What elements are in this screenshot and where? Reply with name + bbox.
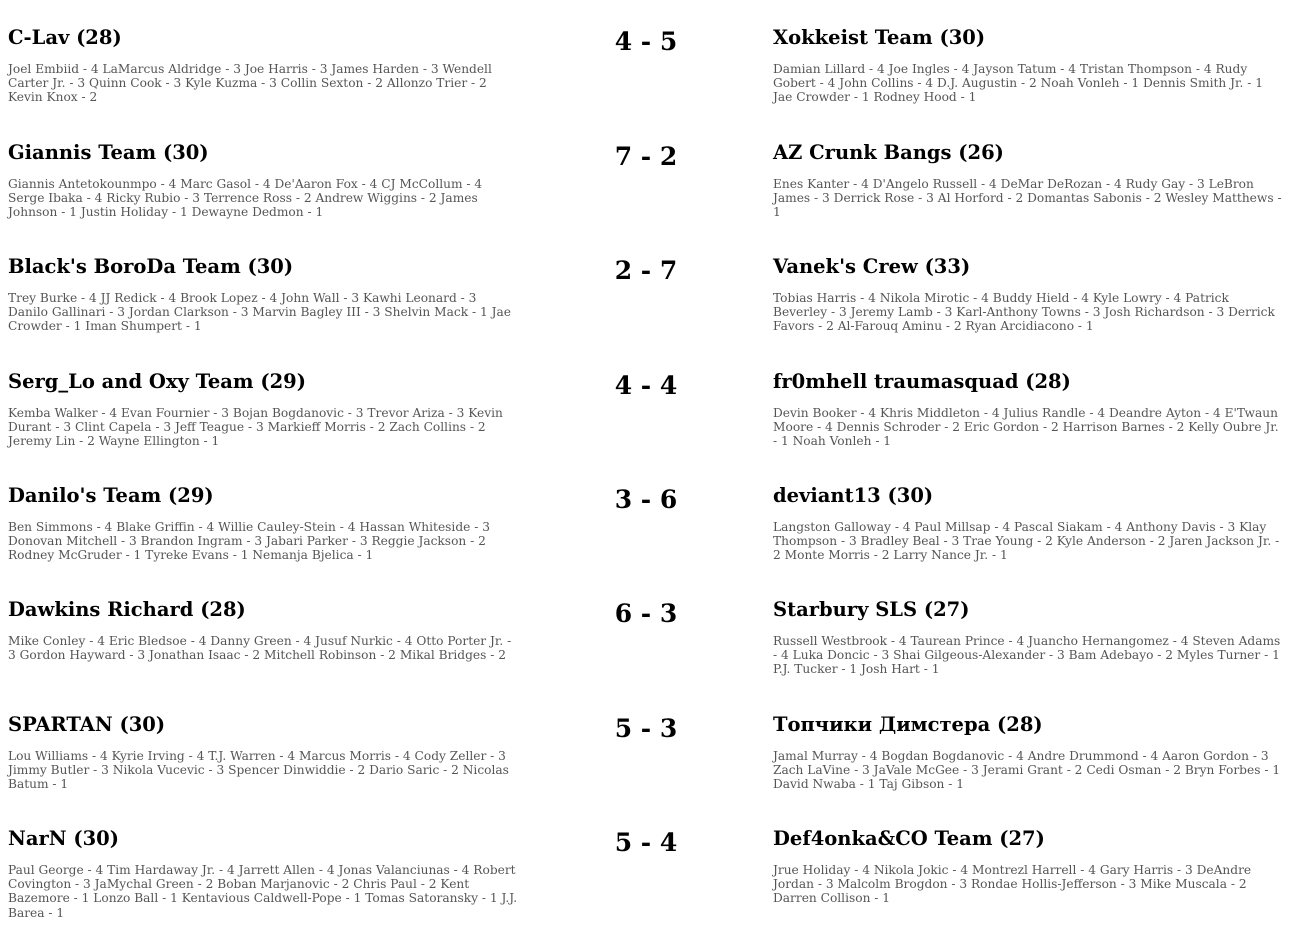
away-team-name: Starbury SLS (27) bbox=[773, 598, 970, 621]
home-team bbox=[8, 801, 520, 920]
away-team bbox=[773, 572, 1285, 677]
away-team-roster: Damian Lillard - 4 Joe Ingles - 4 Jayson Tatum - 4 Tristan Thompson - 4 Rudy Gobert - 4 John Collins - 4 D.J. Augustin - 2 Noah Vonleh - 1 Dennis Smith Jr. - 1 Jae Crowder - 1 Rodney Hood - 1 bbox=[773, 62, 1263, 105]
away-team-name: Xokkeist Team (30) bbox=[773, 26, 986, 49]
home-team-roster: Kemba Walker - 4 Evan Fournier - 3 Bojan Bogdanovic - 3 Trevor Ariza - 3 Kevin Durant - 3 Clint Capela - 3 Jeff Teague - 3 Markieff Morris - 2 Zach Collins - 2 Jeremy Lin - 2 Wayne Ellington - 1 bbox=[8, 406, 503, 449]
home-team-roster: Ben Simmons - 4 Blake Griffin - 4 Willie Cauley-Stein - 4 Hassan Whiteside - 3 Donovan Mitchell - 3 Brandon Ingram - 3 Jabari Parker - 3 Reggie Jackson - 2 Rodney McGruder - 1 Tyreke Evans - 1 Nemanja Bjelica - 1 bbox=[8, 520, 490, 563]
home-team-name: Giannis Team (30) bbox=[8, 141, 209, 164]
away-team-name: deviant13 (30) bbox=[773, 484, 934, 507]
away-team-name: Def4onka&CO Team (27) bbox=[773, 827, 1045, 850]
home-team-name: Serg_Lo and Oxy Team (29) bbox=[8, 370, 306, 393]
home-team-name: Black's BoroDa Team (30) bbox=[8, 255, 294, 278]
matchup-score: 3 - 6 bbox=[614, 485, 678, 514]
matchup-row bbox=[0, 0, 1291, 114]
matchup-score: 4 - 4 bbox=[614, 371, 678, 400]
home-team-name: Danilo's Team (29) bbox=[8, 484, 214, 507]
away-team bbox=[773, 229, 1285, 334]
home-team-roster: Lou Williams - 4 Kyrie Irving - 4 T.J. Warren - 4 Marcus Morris - 4 Cody Zeller - 3 Jimmy Butler - 3 Nikola Vucevic - 3 Spencer Dinwiddie - 2 Dario Saric - 2 Nicolas Batum - 1 bbox=[8, 749, 509, 792]
home-team bbox=[8, 0, 520, 105]
home-team-name: C-Lav (28) bbox=[8, 26, 122, 49]
away-team-roster: Russell Westbrook - 4 Taurean Prince - 4 Juancho Hernangomez - 4 Steven Adams - 4 Luka Doncic - 3 Shai Gilgeous-Alexander - 3 Bam Adebayo - 2 Myles Turner - 1 P.J. Tucker - 1 Josh Hart - 1 bbox=[773, 634, 1281, 677]
away-team-roster: Langston Galloway - 4 Paul Millsap - 4 Pascal Siakam - 4 Anthony Davis - 3 Klay Thompson - 3 Bradley Beal - 3 Trae Young - 2 Kyle Anderson - 2 Jaren Jackson Jr. - 2 Monte Morris - 2 Larry Nance Jr. - 1 bbox=[773, 520, 1280, 563]
away-team bbox=[773, 687, 1285, 792]
home-team-roster: Paul George - 4 Tim Hardaway Jr. - 4 Jarrett Allen - 4 Jonas Valanciunas - 4 Robert Covington - 3 JaMychal Green - 2 Boban Marjanovic - 2 Chris Paul - 2 Kent Bazemore - 1 Lonzo Ball - 1 Kentavious Caldwell-Pope - 1 Tomas Satoransky - 1 J.J. Barea - 1 bbox=[8, 863, 518, 920]
matchup-row bbox=[0, 801, 1291, 920]
away-team-name: Топчики Димстера (28) bbox=[773, 713, 1043, 736]
away-team bbox=[773, 0, 1285, 105]
home-team-roster: Giannis Antetokounmpo - 4 Marc Gasol - 4 De'Aaron Fox - 4 CJ McCollum - 4 Serge Ibaka - 4 Ricky Rubio - 3 Terrence Ross - 2 Andrew Wiggins - 2 James Johnson - 1 Justin Holiday - 1 Dewayne Dedmon - 1 bbox=[8, 177, 483, 220]
matchup-score: 5 - 4 bbox=[614, 828, 678, 857]
home-team bbox=[8, 458, 520, 563]
home-team-roster: Mike Conley - 4 Eric Bledsoe - 4 Danny Green - 4 Jusuf Nurkic - 4 Otto Porter Jr. - 3 Gordon Hayward - 3 Jonathan Isaac - 2 Mitchell Robinson - 2 Mikal Bridges - 2 bbox=[8, 634, 512, 663]
away-team bbox=[773, 458, 1285, 563]
home-team-name: NarN (30) bbox=[8, 827, 119, 850]
away-team-roster: Jrue Holiday - 4 Nikola Jokic - 4 Montrezl Harrell - 4 Gary Harris - 3 DeAndre Jordan - 3 Malcolm Brogdon - 3 Rondae Hollis-Jefferson - 3 Mike Muscala - 2 Darren Collison - 1 bbox=[773, 863, 1252, 906]
matchup-score: 2 - 7 bbox=[614, 256, 678, 285]
away-team-name: Vanek's Crew (33) bbox=[773, 255, 971, 278]
matchup-row bbox=[0, 572, 1291, 686]
matchup-row bbox=[0, 229, 1291, 343]
home-team-name: SPARTAN (30) bbox=[8, 713, 166, 736]
home-team-roster: Joel Embiid - 4 LaMarcus Aldridge - 3 Joe Harris - 3 James Harden - 3 Wendell Carter Jr. - 3 Quinn Cook - 3 Kyle Kuzma - 3 Collin Sexton - 2 Allonzo Trier - 2 Kevin Knox - 2 bbox=[8, 62, 492, 105]
matchup-row bbox=[0, 687, 1291, 801]
matchup-score: 6 - 3 bbox=[614, 599, 678, 628]
home-team bbox=[8, 687, 520, 792]
matchup-row bbox=[0, 344, 1291, 458]
away-team-name: fr0mhell traumasquad (28) bbox=[773, 370, 1071, 393]
away-team-roster: Enes Kanter - 4 D'Angelo Russell - 4 DeMar DeRozan - 4 Rudy Gay - 3 LeBron James - 3 Derrick Rose - 3 Al Horford - 2 Domantas Sabonis - 2 Wesley Matthews - 1 bbox=[773, 177, 1282, 220]
home-team bbox=[8, 344, 520, 449]
away-team-roster: Devin Booker - 4 Khris Middleton - 4 Julius Randle - 4 Deandre Ayton - 4 E'Twaun Moore - 4 Dennis Schroder - 2 Eric Gordon - 2 Harrison Barnes - 2 Kelly Oubre Jr. - 1 Noah Vonleh - 1 bbox=[773, 406, 1279, 449]
home-team bbox=[8, 572, 520, 662]
away-team bbox=[773, 801, 1285, 906]
home-team-roster: Trey Burke - 4 JJ Redick - 4 Brook Lopez - 4 John Wall - 3 Kawhi Leonard - 3 Danilo Gallinari - 3 Jordan Clarkson - 3 Marvin Bagley III - 3 Shelvin Mack - 1 Jae Crowder - 1 Iman Shumpert - 1 bbox=[8, 291, 511, 334]
matchup-score: 5 - 3 bbox=[614, 714, 678, 743]
matchup-score: 7 - 2 bbox=[614, 142, 678, 171]
home-team-name: Dawkins Richard (28) bbox=[8, 598, 246, 621]
matchup-score: 4 - 5 bbox=[614, 27, 678, 56]
matchup-row bbox=[0, 115, 1291, 229]
away-team-name: AZ Crunk Bangs (26) bbox=[773, 141, 1004, 164]
home-team bbox=[8, 229, 520, 334]
matchup-row bbox=[0, 458, 1291, 572]
away-team-roster: Jamal Murray - 4 Bogdan Bogdanovic - 4 Andre Drummond - 4 Aaron Gordon - 3 Zach LaVine - 3 JaVale McGee - 3 Jerami Grant - 2 Cedi Osman - 2 Bryn Forbes - 1 David Nwaba - 1 Taj Gibson - 1 bbox=[773, 749, 1281, 792]
away-team-roster: Tobias Harris - 4 Nikola Mirotic - 4 Buddy Hield - 4 Kyle Lowry - 4 Patrick Beverley - 3 Jeremy Lamb - 3 Karl-Anthony Towns - 3 Josh Richardson - 3 Derrick Favors - 2 Al-Farouq Aminu - 2 Ryan Arcidiacono - 1 bbox=[773, 291, 1275, 334]
home-team bbox=[8, 115, 520, 220]
away-team bbox=[773, 115, 1285, 220]
away-team bbox=[773, 344, 1285, 449]
